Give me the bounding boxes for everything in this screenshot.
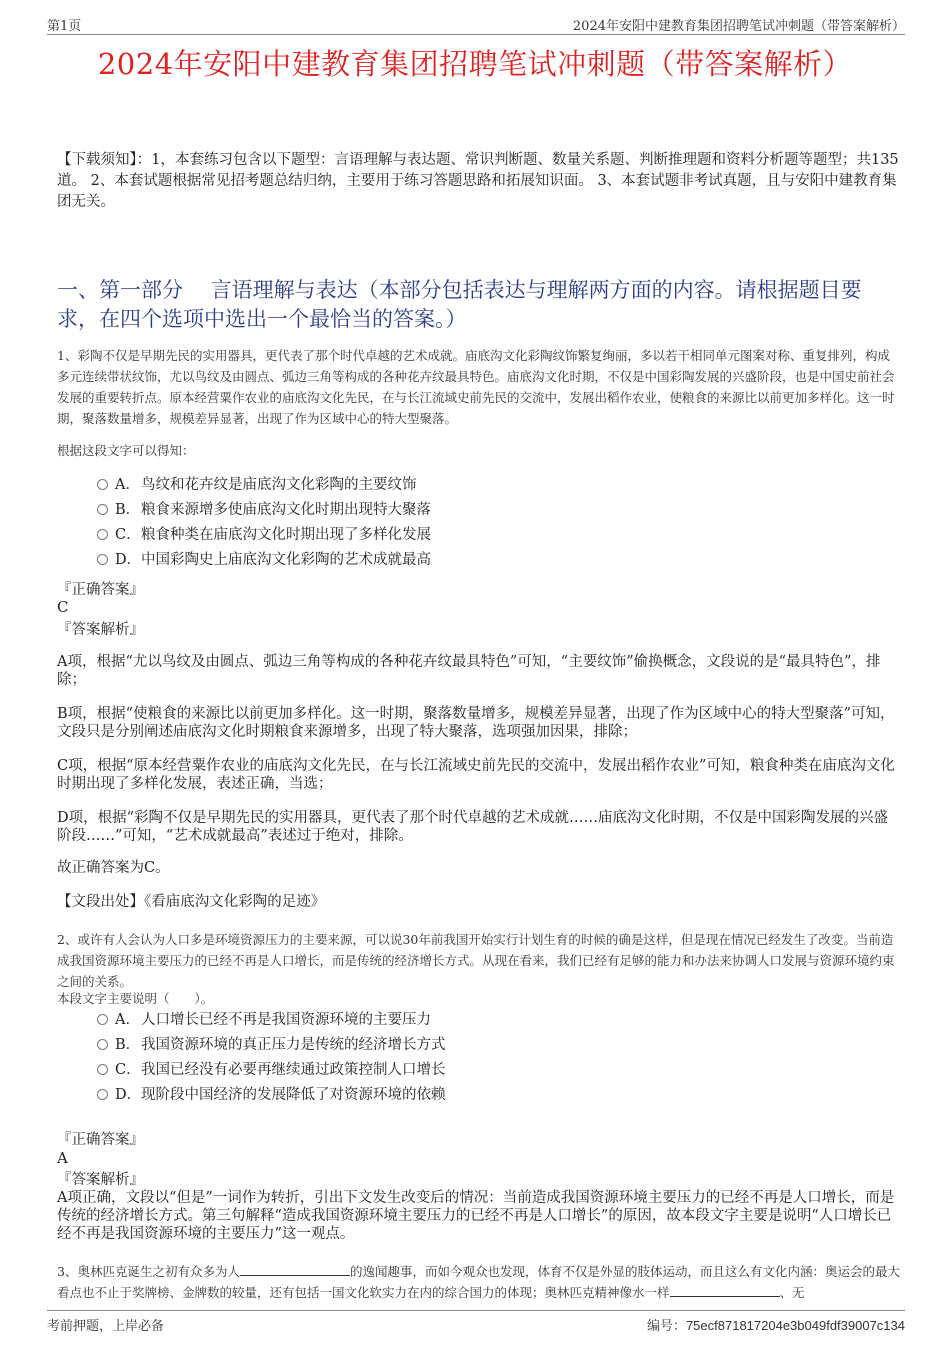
fill-blank [240,1263,350,1276]
q2-answer-label: 『正确答案』 [57,1132,144,1148]
q1-stem: 1、彩陶不仅是早期先民的实用器具，更代表了那个时代卓越的艺术成就。庙底沟文化彩陶纹饰繁复绚丽，多以若干相同单元图案对称、重复排列，构成多元连续带状纹饰，尤以鸟纹及由圆点、弧边三角等构成的各种花卉纹最具特色。庙底沟文化时期，不仅是中国彩陶发展的兴盛阶段，也是中国史前社会发展的重要转折点。原本经营粟作农业的庙底沟文化先民，在与长江流域史前先民的交流中，发展出稻作农业，使粮食的来源比以前更加多样化。这一时期，聚落数量增多，规模差异显著，出现了作为区域中心的特大型聚落。 [57,348,895,426]
q1-option-d[interactable] [97,548,431,573]
q2-answer: A [57,1149,68,1167]
q1-analysis-b: B项，根据“使粮食的来源比以前更加多样化。这一时期，聚落数量增多，规模差异显著，出现了作为区域中心的特大型聚落”可知，文段只是分别阐述庙底沟文化时期粮食来源增多，出现了特大聚落，选项强加因果，排除； [57,706,895,740]
option-text: 我国已经没有必要再继续通过政策控制人口增长 [141,1062,446,1078]
option-text: 人口增长已经不再是我国资源环境的主要压力 [141,1012,431,1028]
q2-option-a[interactable] [97,1008,446,1033]
option-key: D． [115,552,142,568]
option-text: 粮食种类在庙底沟文化时期出现了多样化发展 [141,527,431,543]
page-footer [47,1310,905,1335]
q2-stem: 2、或许有人会认为人口多是环境资源压力的主要来源，可以说30年前我国开始实行计划生育的时候的确是这样，但是现在情况已经发生了改变。当前造成我国资源环境主要压力的已经不再是人口增长，而是传统的经济增长方式。从现在看来，我们已经有足够的能力和办法来协调人口发展与资源环境约束之间的关系。 [57,932,895,989]
option-text: 我国资源环境的真正压力是传统的经济增长方式 [141,1037,446,1053]
q1-source: 【文段出处】《看庙底沟文化彩陶的足迹》 [57,894,326,910]
option-key: B． [115,1037,141,1053]
q2-option-c[interactable] [97,1058,446,1083]
q1-analysis-d: D项，根据“彩陶不仅是早期先民的实用器具，更代表了那个时代卓越的艺术成就……庙底沟文化时期，不仅是中国彩陶发展的兴盛阶段……”可知，“艺术成就最高”表述过于绝对，排除。 [57,810,889,844]
q2-option-b[interactable] [97,1033,446,1058]
q2-prompt: 本段文字主要说明（ ）。 [57,991,214,1006]
q1-answer: C [57,598,69,616]
option-text: 中国彩陶史上庙底沟文化彩陶的艺术成就最高 [141,552,431,568]
download-notice: 【下载须知】：1，本套练习包含以下题型：言语理解与表达题、常识判断题、数量关系题、判断推理题和资料分析题等题型；共135道。 2、本套试题根据常见招考题总结归纳，主要用于练习答题思路和拓展知识面。 3、本套试题非考试真题，且与安阳中建教育集团无关。 [57,152,899,210]
q1-option-c[interactable] [97,523,431,548]
q1-analysis-a: A项，根据“尤以鸟纹及由圆点、弧边三角等构成的各种花卉纹最具特色”可知，“主要纹饰”偷换概念，文段说的是“最具特色”，排除； [57,654,881,688]
radio-icon[interactable] [97,554,108,565]
q3-stem [57,1261,900,1303]
q1-option-a[interactable] [97,473,431,498]
document-title: 2024年安阳中建教育集团招聘笔试冲刺题（带答案解析） [97,47,853,81]
radio-icon[interactable] [97,1014,108,1025]
q2-analysis-label: 『答案解析』 [57,1172,144,1188]
footer-code-value: 75ecf871817204e3b049fdf39007c134 [685,1318,905,1333]
q2-options [97,1008,446,1108]
radio-icon[interactable] [97,504,108,515]
option-key: B． [115,502,141,518]
option-key: C． [115,527,141,543]
header-doc-title: 2024年安阳中建教育集团招聘笔试冲刺题（带答案解析） [572,19,905,34]
q3-text-2: 的逸闻趣事，而如今观众也发现，体育不仅是外显的肢体运动，而且这么有文化内涵：奥运会的最大看点也不止于奖牌榜、金牌数的较量，还有包括一国文化软实力在内的综合国力的体现；奥林匹克精神像水一样 [57,1264,900,1300]
option-key: C． [115,1062,141,1078]
q1-analysis-c: C项，根据“原本经营粟作农业的庙底沟文化先民，在与长江流域史前先民的交流中，发展出稻作农业”可知，粮食种类在庙底沟文化时期出现了多样化发展，表述正确，当选； [57,758,895,792]
option-text: 粮食来源增多使庙底沟文化时期出现特大聚落 [141,502,431,518]
q3-text-1: 3、奥林匹克诞生之初有众多为人 [57,1264,240,1279]
q1-options [97,473,431,573]
radio-icon[interactable] [97,1064,108,1075]
page-number: 第1页 [47,19,82,34]
radio-icon[interactable] [97,1039,108,1050]
q1-answer-label: 『正确答案』 [57,582,144,598]
option-text: 鸟纹和花卉纹是庙底沟文化彩陶的主要纹饰 [141,477,417,493]
q1-option-b[interactable] [97,498,431,523]
option-key: A． [115,477,140,493]
q3-text-3: 、无 [779,1285,805,1300]
q2-analysis: A项正确，文段以“但是”一词作为转折，引出下文发生改变后的情况：当前造成我国资源环境主要压力的已经不再是人口增长，而是传统的经济增长方式。第三句解释“造成我国资源环境主要压力的已经不再是人口增长”的原因，故本段文字主要是说明“人口增长已经不再是我国资源环境的主要压力”这一观点。 [57,1190,895,1242]
option-key: D． [115,1087,142,1103]
footer-code-label: 编号： [646,1319,686,1334]
footer-code [647,1315,905,1334]
q1-analysis-label: 『答案解析』 [57,622,144,638]
page-header [47,12,905,35]
q2-option-d[interactable] [97,1083,446,1108]
section-heading: 一、第一部分 言语理解与表达（本部分包括表达与理解两方面的内容。请根据题目要求，在四个选项中选出一个最恰当的答案。） [57,278,862,331]
fill-blank [670,1284,780,1297]
q1-prompt: 根据这段文字可以得知： [57,443,195,458]
q1-conclusion: 故正确答案为C。 [57,860,170,876]
radio-icon[interactable] [97,1089,108,1100]
option-text: 现阶段中国经济的发展降低了对资源环境的依赖 [141,1087,446,1103]
radio-icon[interactable] [97,479,108,490]
option-key: A． [115,1012,140,1028]
footer-slogan: 考前押题，上岸必备 [47,1319,165,1334]
radio-icon[interactable] [97,529,108,540]
